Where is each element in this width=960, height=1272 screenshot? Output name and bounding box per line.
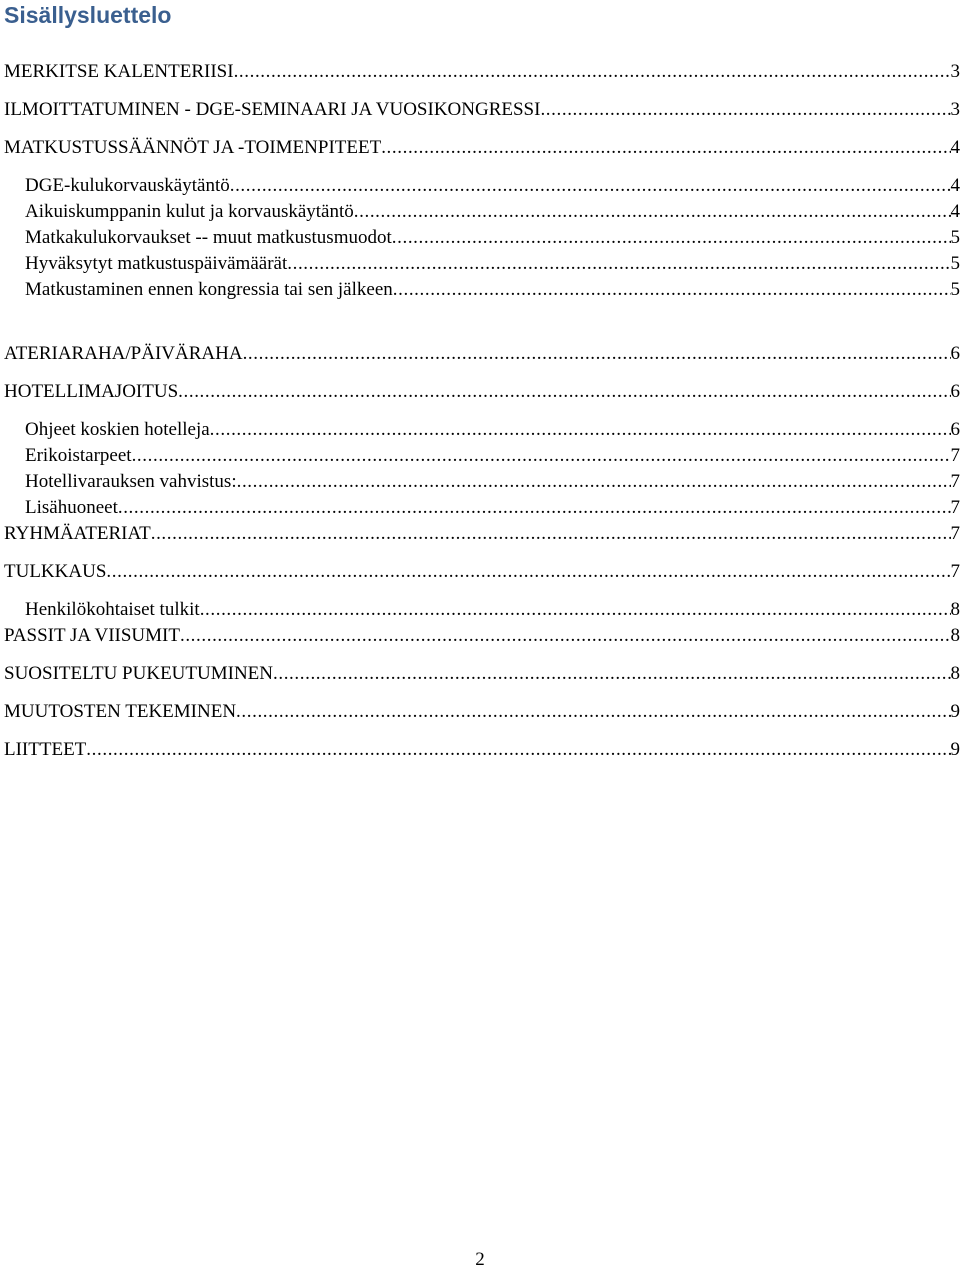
toc-entry[interactable] — [25, 252, 960, 276]
toc-leader-dots — [118, 496, 951, 520]
toc-entry[interactable] — [4, 136, 960, 160]
toc-entry[interactable] — [4, 662, 960, 686]
toc-entry-page: 5 — [951, 226, 960, 250]
toc-leader-dots — [354, 200, 951, 224]
toc-entry-page: 3 — [951, 98, 960, 122]
toc-entry-page: 3 — [951, 60, 960, 84]
toc-entry[interactable] — [25, 598, 960, 622]
toc-entry-label: PASSIT JA VIISUMIT — [4, 624, 180, 648]
toc-entry-page: 8 — [951, 662, 960, 686]
toc-entry[interactable] — [4, 624, 960, 648]
toc-entry[interactable] — [4, 342, 960, 366]
toc-entry-label: DGE-kulukorvauskäytäntö — [25, 174, 230, 198]
toc-entry[interactable] — [4, 560, 960, 584]
toc-entry[interactable] — [4, 98, 960, 122]
toc-entry-label: Hyväksytyt matkustuspäivämäärät — [25, 252, 287, 276]
toc-entry-label: ILMOITTATUMINEN - DGE-SEMINAARI JA VUOSIKONGRESSI — [4, 98, 540, 122]
toc-entry[interactable] — [4, 60, 960, 84]
toc-entry-label: LIITTEET — [4, 738, 86, 762]
toc-entry-page: 4 — [951, 200, 960, 224]
toc-leader-dots — [132, 444, 951, 468]
toc-leader-dots — [392, 226, 951, 250]
toc-leader-dots — [236, 700, 950, 724]
page-number: 2 — [0, 1248, 960, 1272]
toc-entry-label: Hotellivarauksen vahvistus: — [25, 470, 237, 494]
toc-entry-page: 7 — [951, 522, 960, 546]
toc-entry-label: Erikoistarpeet — [25, 444, 132, 468]
toc-entry-label: SUOSITELTU PUKEUTUMINEN — [4, 662, 273, 686]
toc-entry-label: RYHMÄATERIAT — [4, 522, 151, 546]
toc-entry-page: 4 — [951, 136, 960, 160]
toc-leader-dots — [234, 60, 951, 84]
toc-entry[interactable] — [4, 738, 960, 762]
toc-entry-page: 7 — [951, 496, 960, 520]
toc-entry-label: Matkakulukorvaukset -- muut matkustusmuodot — [25, 226, 392, 250]
toc-entry-label: TULKKAUS — [4, 560, 106, 584]
toc-leader-dots — [210, 418, 951, 442]
toc-entry-label: Ohjeet koskien hotelleja — [25, 418, 210, 442]
toc-entry[interactable] — [25, 174, 960, 198]
toc-entry-label: MATKUSTUSSÄÄNNÖT JA -TOIMENPITEET — [4, 136, 381, 160]
toc-entry-page: 6 — [951, 380, 960, 404]
toc-entry-label: MUUTOSTEN TEKEMINEN — [4, 700, 236, 724]
toc-leader-dots — [393, 278, 951, 302]
toc-leader-dots — [237, 470, 951, 494]
toc-leader-dots — [106, 560, 950, 584]
toc-entry-page: 4 — [951, 174, 960, 198]
toc-leader-dots — [200, 598, 951, 622]
toc-entry[interactable] — [25, 226, 960, 250]
toc-entry[interactable] — [4, 700, 960, 724]
toc-entry[interactable] — [25, 418, 960, 442]
toc-entry-page: 7 — [951, 444, 960, 468]
toc-entry-page: 6 — [951, 342, 960, 366]
toc-leader-dots — [151, 522, 951, 546]
toc-entry-label: HOTELLIMAJOITUS — [4, 380, 178, 404]
toc-entry-page: 9 — [951, 700, 960, 724]
toc-entry-label: MERKITSE KALENTERIISI — [4, 60, 234, 84]
toc-entry[interactable] — [25, 278, 960, 302]
toc-entry-label: Matkustaminen ennen kongressia tai sen jälkeen — [25, 278, 393, 302]
toc-leader-dots — [381, 136, 950, 160]
toc-entry-label: Lisähuoneet — [25, 496, 118, 520]
toc-leader-dots — [178, 380, 950, 404]
toc-entry-page: 8 — [951, 598, 960, 622]
toc-entry-label: Aikuiskumppanin kulut ja korvauskäytäntö — [25, 200, 354, 224]
toc-leader-dots — [540, 98, 950, 122]
toc-title: Sisällysluettelo — [4, 0, 171, 30]
toc-leader-dots — [243, 342, 951, 366]
toc-entry-page: 8 — [951, 624, 960, 648]
toc-entry[interactable] — [4, 380, 960, 404]
toc-entry-page: 7 — [951, 560, 960, 584]
toc-leader-dots — [86, 738, 950, 762]
toc-entry[interactable] — [25, 444, 960, 468]
toc-leader-dots — [287, 252, 950, 276]
toc-leader-dots — [230, 174, 951, 198]
toc-entry-page: 9 — [951, 738, 960, 762]
toc-entry-page: 7 — [951, 470, 960, 494]
toc-leader-dots — [273, 662, 951, 686]
toc-entry[interactable] — [25, 496, 960, 520]
toc-entry[interactable] — [4, 522, 960, 546]
toc-entry[interactable] — [25, 470, 960, 494]
toc-entry-page: 5 — [951, 278, 960, 302]
toc-entry-page: 6 — [951, 418, 960, 442]
toc-entry[interactable] — [25, 200, 960, 224]
toc-entry-label: Henkilökohtaiset tulkit — [25, 598, 200, 622]
toc-entry-page: 5 — [951, 252, 960, 276]
toc-leader-dots — [180, 624, 951, 648]
toc-entry-label: ATERIARAHA/PÄIVÄRAHA — [4, 342, 243, 366]
